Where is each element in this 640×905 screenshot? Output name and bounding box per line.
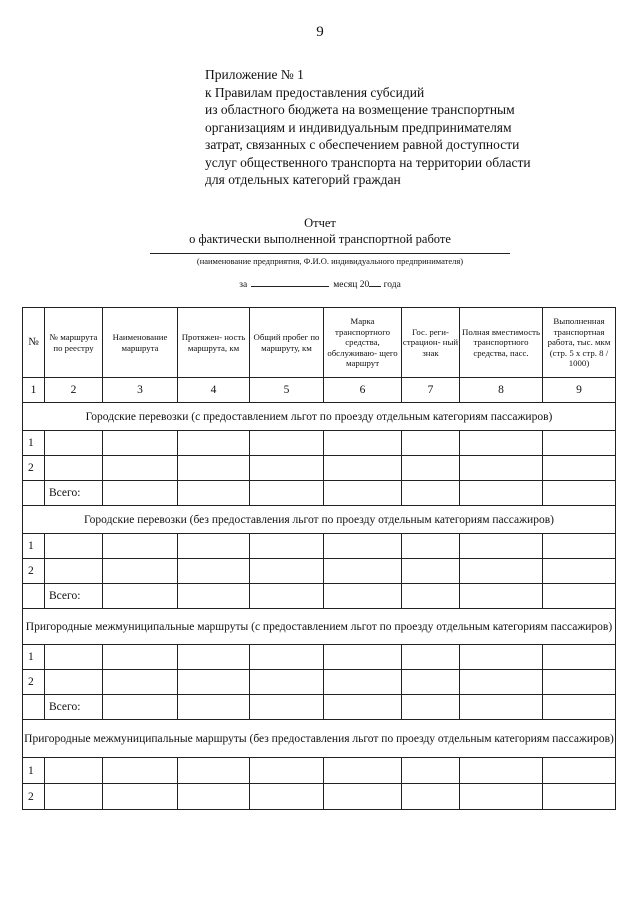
table-cell[interactable] (460, 534, 543, 559)
appendix-line: Приложение № 1 (205, 67, 304, 82)
column-number: 8 (460, 378, 543, 403)
section-title-row (23, 720, 616, 758)
table-cell[interactable] (543, 481, 616, 506)
table-cell[interactable] (178, 758, 250, 784)
period-month-blank (251, 286, 329, 287)
row-number: 2 (23, 559, 45, 584)
table-cell[interactable] (103, 584, 178, 609)
row-number: 2 (23, 784, 45, 810)
column-number: 5 (250, 378, 324, 403)
table-cell[interactable] (250, 784, 324, 810)
table-cell[interactable] (178, 559, 250, 584)
table-cell[interactable] (402, 559, 460, 584)
table-row (23, 784, 616, 810)
header-cell: Протяжен- ность маршрута, км (178, 308, 250, 378)
table-cell[interactable] (460, 758, 543, 784)
section-title-row (23, 506, 616, 534)
table-cell[interactable] (250, 670, 324, 695)
table-cell[interactable] (460, 784, 543, 810)
table-cell[interactable] (460, 559, 543, 584)
period-middle: месяц 20 (333, 280, 370, 290)
total-label: Всего: (45, 584, 103, 609)
table-cell[interactable] (402, 481, 460, 506)
table-cell[interactable] (460, 481, 543, 506)
column-number: 6 (324, 378, 402, 403)
table-cell (23, 584, 45, 609)
table-cell[interactable] (103, 431, 178, 456)
table-cell[interactable] (250, 431, 324, 456)
row-number: 1 (23, 534, 45, 559)
table-cell[interactable] (178, 784, 250, 810)
table-cell[interactable] (543, 784, 616, 810)
period-prefix: за (239, 280, 248, 290)
table-cell[interactable] (45, 456, 103, 481)
column-number: 4 (178, 378, 250, 403)
table-row (23, 758, 616, 784)
row-number: 1 (23, 645, 45, 670)
table-cell[interactable] (324, 559, 402, 584)
table-cell[interactable] (543, 456, 616, 481)
enterprise-name-line (150, 253, 510, 254)
table-cell[interactable] (460, 695, 543, 720)
table-cell[interactable] (402, 456, 460, 481)
table-cell[interactable] (460, 670, 543, 695)
column-number-row (23, 378, 616, 403)
row-number: 2 (23, 456, 45, 481)
enterprise-name-caption: (наименование предприятия, Ф.И.О. индивидуального предпринимателя) (196, 256, 464, 266)
table-cell[interactable] (45, 670, 103, 695)
table-cell[interactable] (543, 584, 616, 609)
table-cell[interactable] (543, 670, 616, 695)
table-cell[interactable] (543, 559, 616, 584)
table-row (23, 645, 616, 670)
table-row (23, 670, 616, 695)
table-cell[interactable] (103, 559, 178, 584)
report-title-block (0, 215, 640, 247)
appendix-line: из областного бюджета на возмещение транспортным (205, 102, 515, 117)
total-label: Всего: (45, 695, 103, 720)
table-row (23, 559, 616, 584)
total-label: Всего: (45, 481, 103, 506)
table-cell[interactable] (45, 758, 103, 784)
section-title: Пригородные межмуниципальные маршруты (без предоставления льгот по проезду отдельным категориям пассажиров) (23, 720, 616, 758)
table-cell[interactable] (103, 481, 178, 506)
section-title-row (23, 403, 616, 431)
header-cell: Общий пробег по маршруту, км (250, 308, 324, 378)
table-cell[interactable] (402, 695, 460, 720)
table-cell[interactable] (250, 456, 324, 481)
table-cell[interactable] (324, 695, 402, 720)
table-cell[interactable] (324, 431, 402, 456)
column-number: 1 (23, 378, 45, 403)
table-cell[interactable] (103, 670, 178, 695)
table-cell[interactable] (178, 695, 250, 720)
table-cell[interactable] (103, 534, 178, 559)
table-cell[interactable] (324, 784, 402, 810)
table-cell[interactable] (324, 670, 402, 695)
section-title: Городские перевозки (с предоставлением льгот по проезду отдельным категориям пассажиров) (23, 403, 616, 431)
table-row (23, 431, 616, 456)
table-cell[interactable] (178, 481, 250, 506)
section-title-row (23, 609, 616, 645)
total-row (23, 584, 616, 609)
table-cell[interactable] (250, 584, 324, 609)
table-cell[interactable] (324, 456, 402, 481)
report-subtitle: о фактически выполненной транспортной работе (189, 232, 451, 246)
appendix-heading (205, 66, 625, 189)
table-cell[interactable] (103, 784, 178, 810)
table-cell[interactable] (402, 645, 460, 670)
table-cell[interactable] (250, 645, 324, 670)
table-cell (23, 481, 45, 506)
period-suffix: года (383, 280, 401, 290)
appendix-line: организациям и индивидуальным предпринимателям (205, 119, 512, 135)
header-cell: Выполненная транспортная работа, тыс. мкм (стр. 5 х стр. 8 / 1000) (543, 308, 616, 378)
table-cell (23, 695, 45, 720)
row-number: 2 (23, 670, 45, 695)
appendix-line: для отдельных категорий граждан (205, 172, 401, 187)
table-cell[interactable] (543, 645, 616, 670)
table-row (23, 534, 616, 559)
table-cell[interactable] (103, 456, 178, 481)
header-cell: Наименование маршрута (103, 308, 178, 378)
header-cell: Полная вместимость транспортного средства, пасс. (460, 308, 543, 378)
table-cell[interactable] (402, 670, 460, 695)
table-cell[interactable] (45, 784, 103, 810)
section-title: Городские перевозки (без предоставления льгот по проезду отдельным категориям пассажиров) (23, 506, 616, 534)
report-table (22, 307, 616, 810)
appendix-line: затрат, связанных с обеспечением равной доступности (205, 137, 520, 152)
report-title: Отчет (304, 216, 336, 230)
table-cell[interactable] (45, 645, 103, 670)
header-cell: № маршрута по реестру (45, 308, 103, 378)
appendix-line: к Правилам предоставления субсидий (205, 84, 425, 100)
table-cell[interactable] (543, 695, 616, 720)
table-cell[interactable] (324, 534, 402, 559)
table-cell[interactable] (402, 534, 460, 559)
table-cell[interactable] (178, 431, 250, 456)
table-cell[interactable] (460, 431, 543, 456)
table-cell[interactable] (45, 534, 103, 559)
table-cell[interactable] (103, 695, 178, 720)
table-cell[interactable] (250, 481, 324, 506)
table-cell[interactable] (45, 559, 103, 584)
table-cell[interactable] (250, 559, 324, 584)
total-row (23, 481, 616, 506)
period-year-blank (369, 286, 381, 287)
column-number: 7 (402, 378, 460, 403)
header-cell: № (23, 308, 45, 378)
row-number: 1 (23, 758, 45, 784)
column-number: 3 (103, 378, 178, 403)
table-cell[interactable] (324, 758, 402, 784)
table-cell[interactable] (250, 758, 324, 784)
table-cell[interactable] (460, 456, 543, 481)
appendix-line: услуг общественного транспорта на территории области (205, 154, 531, 170)
table-cell[interactable] (178, 670, 250, 695)
table-cell[interactable] (543, 758, 616, 784)
table-cell[interactable] (460, 584, 543, 609)
row-number: 1 (23, 431, 45, 456)
table-cell[interactable] (250, 695, 324, 720)
table-header-row (23, 308, 616, 378)
section-title: Пригородные межмуниципальные маршруты (с предоставлением льгот по проезду отдельным категориям пассажиров) (23, 609, 616, 645)
table-cell[interactable] (402, 431, 460, 456)
table-row (23, 456, 616, 481)
table-cell[interactable] (250, 534, 324, 559)
table-cell[interactable] (460, 645, 543, 670)
column-number: 9 (543, 378, 616, 403)
column-number: 2 (45, 378, 103, 403)
table-cell[interactable] (178, 534, 250, 559)
table-cell[interactable] (103, 758, 178, 784)
table-cell[interactable] (324, 481, 402, 506)
table-cell[interactable] (178, 456, 250, 481)
header-cell: Гос. реги- страцион- ный знак (402, 308, 460, 378)
table-cell[interactable] (178, 584, 250, 609)
table-cell[interactable] (45, 431, 103, 456)
table-cell[interactable] (543, 534, 616, 559)
table-cell[interactable] (324, 645, 402, 670)
table-cell[interactable] (543, 431, 616, 456)
report-period (0, 280, 640, 290)
table-cell[interactable] (402, 758, 460, 784)
table-cell[interactable] (402, 584, 460, 609)
total-row (23, 695, 616, 720)
table-cell[interactable] (324, 584, 402, 609)
table-cell[interactable] (178, 645, 250, 670)
table-cell[interactable] (103, 645, 178, 670)
table-cell[interactable] (402, 784, 460, 810)
header-cell: Марка транспортного средства, обслуживаю- щего маршрут (324, 308, 402, 378)
page-number: 9 (316, 24, 324, 40)
